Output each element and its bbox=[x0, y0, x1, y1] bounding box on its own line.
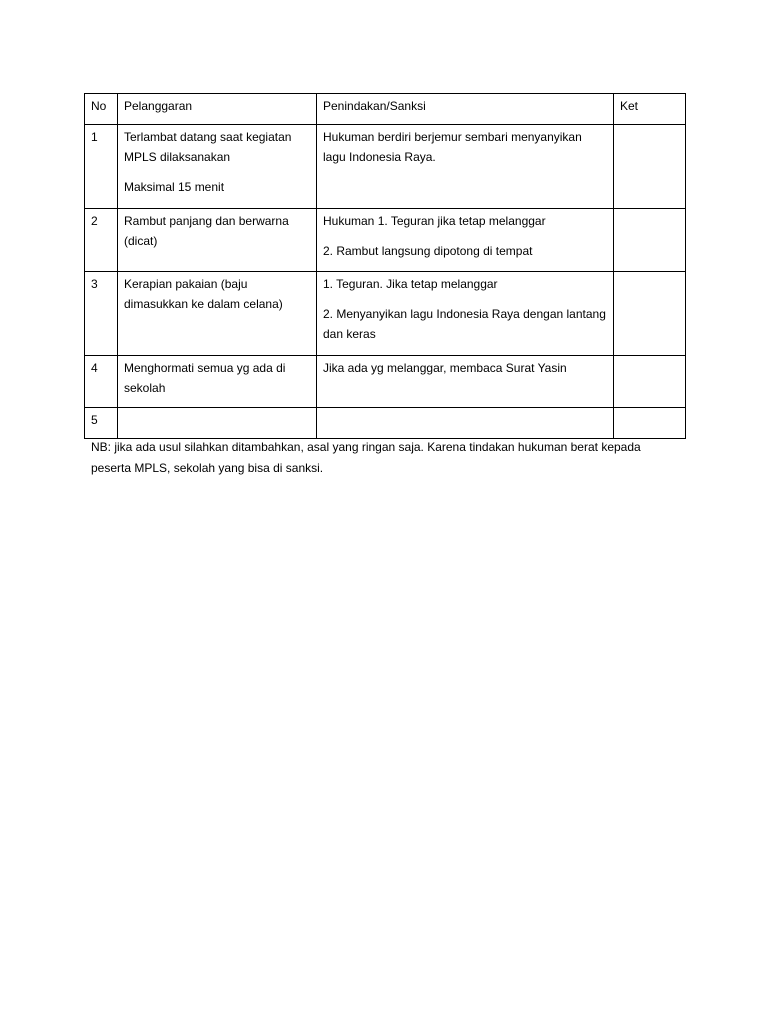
cell-penindakan bbox=[317, 408, 614, 439]
cell-ket bbox=[614, 272, 686, 356]
table-row bbox=[85, 356, 686, 408]
cell-text: Hukuman berdiri berjemur sembari menyanyikan lagu Indonesia Raya. bbox=[323, 130, 582, 164]
cell-pelanggaran bbox=[118, 272, 317, 356]
cell-pelanggaran bbox=[118, 209, 317, 272]
violations-table bbox=[84, 93, 686, 439]
cell-pelanggaran bbox=[118, 356, 317, 408]
cell-pelanggaran bbox=[118, 408, 317, 439]
cell-text: Kerapian pakaian (baju dimasukkan ke dalam celana) bbox=[124, 277, 283, 311]
cell-pelanggaran bbox=[118, 125, 317, 209]
cell-ket bbox=[614, 125, 686, 209]
table-row bbox=[85, 408, 686, 439]
cell-penindakan bbox=[317, 125, 614, 209]
cell-penindakan bbox=[317, 209, 614, 272]
cell-text: Menghormati semua yg ada di sekolah bbox=[124, 361, 286, 395]
cell-no: 1 bbox=[85, 125, 118, 209]
header-penindakan: Penindakan/Sanksi bbox=[317, 94, 614, 125]
cell-text: 2. Rambut langsung dipotong di tempat bbox=[323, 244, 533, 258]
cell-text: Jika ada yg melanggar, membaca Surat Yasin bbox=[323, 361, 567, 375]
header-pelanggaran: Pelanggaran bbox=[118, 94, 317, 125]
table-row bbox=[85, 125, 686, 209]
cell-text: Hukuman 1. Teguran jika tetap melanggar bbox=[323, 214, 546, 228]
cell-text: Rambut panjang dan berwarna (dicat) bbox=[124, 214, 289, 248]
cell-text: 2. Menyanyikan lagu Indonesia Raya dengan lantang dan keras bbox=[323, 307, 606, 341]
cell-no: 2 bbox=[85, 209, 118, 272]
cell-text: 1. Teguran. Jika tetap melanggar bbox=[323, 277, 498, 291]
cell-text: Terlambat datang saat kegiatan MPLS dilaksanakan bbox=[124, 130, 292, 164]
table-row bbox=[85, 209, 686, 272]
cell-no: 4 bbox=[85, 356, 118, 408]
cell-text: Maksimal 15 menit bbox=[124, 180, 225, 194]
header-no: No bbox=[85, 94, 118, 125]
cell-no: 5 bbox=[85, 408, 118, 439]
cell-ket bbox=[614, 356, 686, 408]
cell-penindakan bbox=[317, 356, 614, 408]
footnote: NB: jika ada usul silahkan ditambahkan, asal yang ringan saja. Karena tindakan hukuman berat kepada peserta MPLS, sekolah yang bisa di sanksi. bbox=[91, 440, 641, 475]
cell-ket bbox=[614, 209, 686, 272]
cell-penindakan bbox=[317, 272, 614, 356]
cell-ket bbox=[614, 408, 686, 439]
cell-no: 3 bbox=[85, 272, 118, 356]
table-row bbox=[85, 272, 686, 356]
header-ket: Ket bbox=[614, 94, 686, 125]
table-header-row bbox=[85, 94, 686, 125]
